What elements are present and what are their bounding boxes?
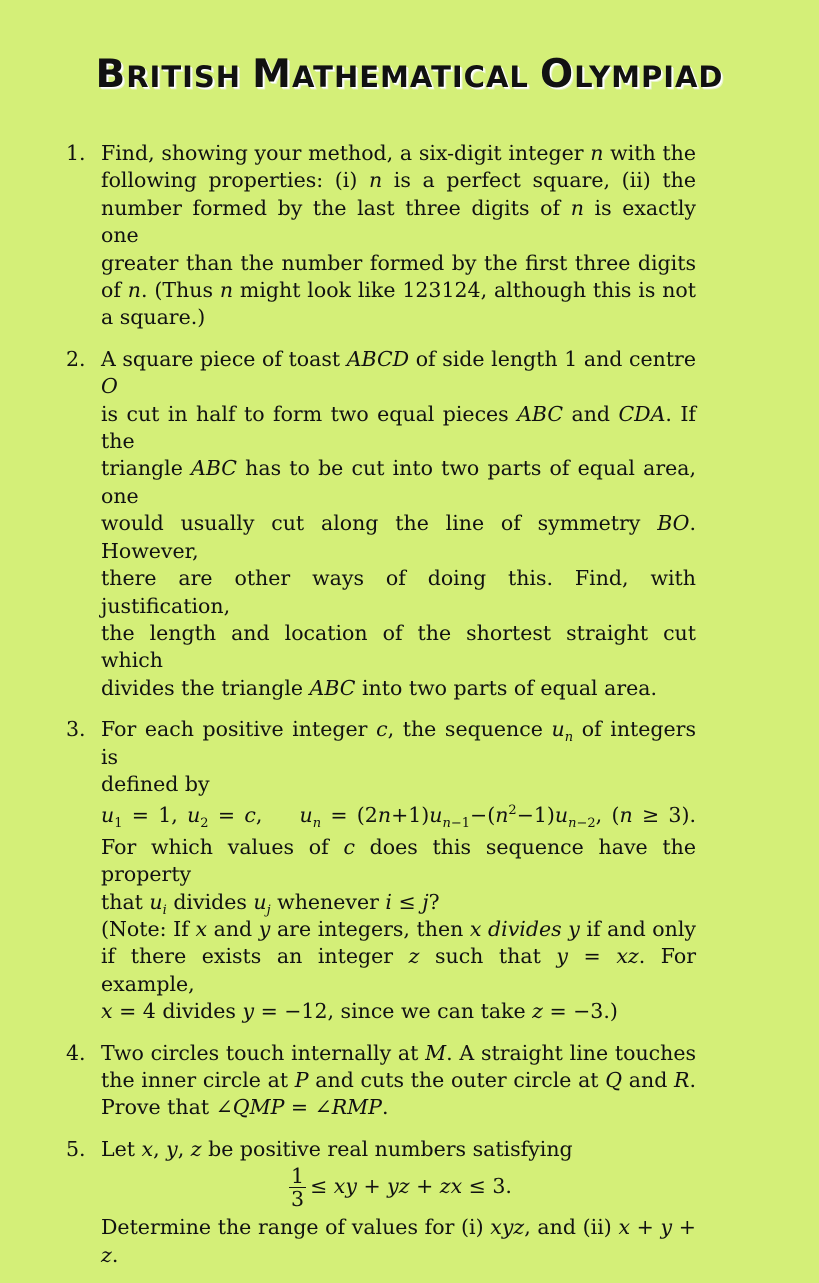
problem-number: 3. [66,717,86,742]
problem-list [66,140,696,1283]
problem-5: 5. Let x, y, z be positive real numbers satisfying $\frac{1}{3}$ ≤ xy + yz + zx ≤ 3. Determine the range of values for (i) xyz, and (ii) x + y + z. [66,1136,696,1267]
problem-number: 4. [66,1040,86,1065]
problem-number: 2. [66,346,86,371]
problem-2: 2. A square piece of toast ABCD of side length 1 and centre O is cut in half to form two equal pieces ABC and CDA. If the triangle ABC has to be cut into two parts of equal area, one would usually cut along the line of symmetry BO. However, there are other ways of doing this. Find, with justification, the length and location of the shortest straight cut which divides the triangle ABC into two parts of equal area. [66,346,697,700]
problem-number: 5. [66,1136,86,1161]
problem-3: 3. For each positive integer c, the sequence $u_n$ of integers is defined by $u_1 = 1$, $u_2 = c$, $u_n = (2n+1)u_{n-1}-(n^2-1)u_{n-2}$, (n ≥ 3). For which values of c does this sequence have the property that $u_i$ divides $u_j$ whenever i ≤ j? (Note: If x and y are integers, then x divides y if and only if there exists an integer z such that y = xz. For example, x = 4 divides y = −12, since we can take z = −3.) [66,717,697,1024]
problem-number: 1. [66,141,86,165]
problem-4: 4. Two circles touch internally at M. A straight line touches the inner circle at P and cuts the outer circle at Q and R. Prove that ∠QMP = ∠RMP. [66,1040,696,1120]
page-title: BRITISH MATHEMATICAL OLYMPIAD [95,52,724,97]
problem-1: 1. Find, showing your method, a six-digit integer n with the following properties: (i) n is a perfect square, (ii) the number formed by the last three digits of n is exactly one greater than the number formed by the first three digits of n. (Thus n might look like 123124, although this is not a square.) [66,141,696,330]
